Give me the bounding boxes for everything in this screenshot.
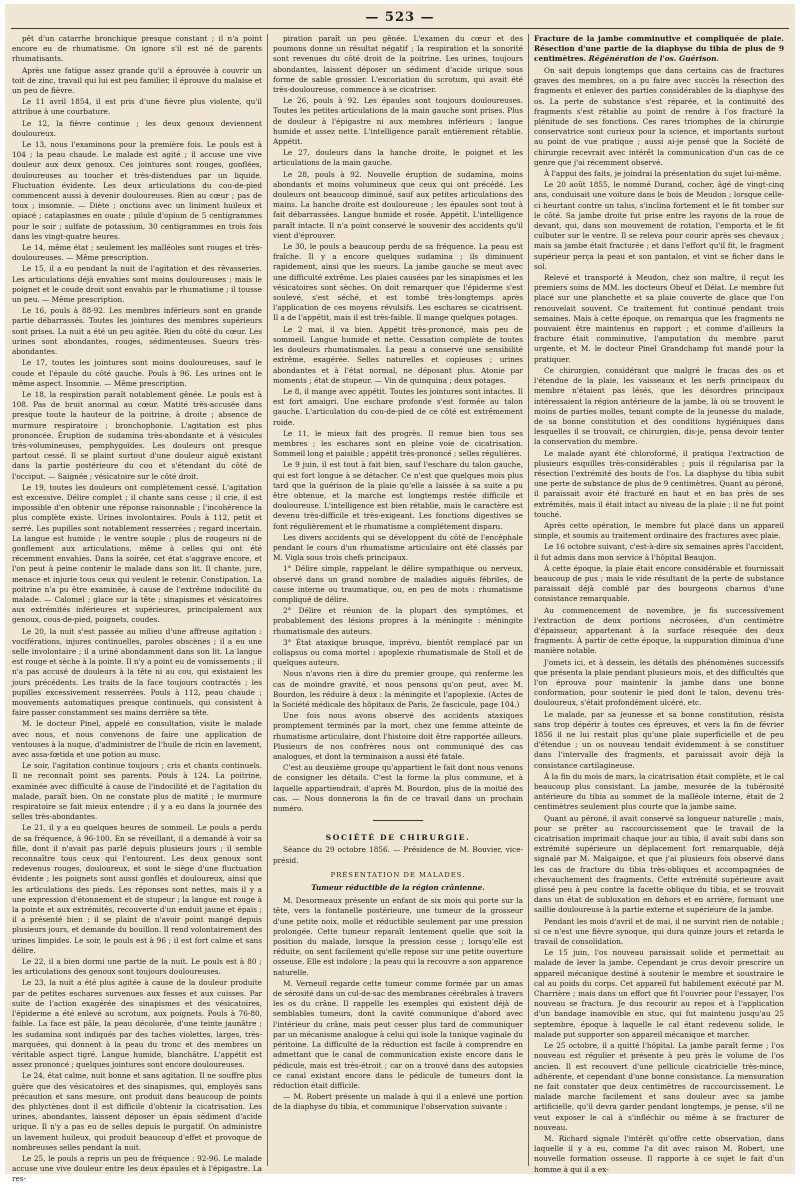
- paragraph: M. Verneuil regarde cette tumeur comme formée par un amas de sérosité dans un cul-de-sac des membranes cérébrales à travers les os du crâne. Il rappelle les exemples qui existent déjà de semblables tumeurs, dont la cavité communique d'abord avec l'intérieur du crâne, mais peut cesser plus tard de communiquer par un mécanisme analogue à celui qui isole la tunique vaginale du péritoine. La difficulté de la réduction est facile à comprendre en admettant que le canal de communication existe encore dans le pédicule, mais est très-étroit ; car on a trouvé dans des autopsies ce canal existant encore dans le pédicule de tumeurs dont la réduction était difficile.: [273, 978, 523, 1090]
- paragraph: Le 8, il mange avec appétit. Toutes les jointures sont intactes. Il est fort amaigri. Une eschare profonde s'est formée au talon gauche. L'articulation du cou-de-pied de ce côté est extrêmement roide.: [273, 386, 523, 427]
- paragraph: Le 20, la nuit s'est passée au milieu d'une affreuse agitation : vociférations, injures continuelles, paroles obscènes ; il a eu une selle involontaire ; il a uriné abondamment dans son lit. La langue est rouge et sèche à la pointe. Il n'y a point eu de vomissements ; il n'a pas accusé de douleurs à la tête ni au cou, qui existaient les jours précédents. Les traits de la face toujours contractés ; les pupilles excessivement resserrées. Pouls à 112, peau chaude ; mouvements automatiques presque continuels, qui consistent à faire passer constamment ses mains derrière sa tête.: [12, 626, 262, 718]
- paragraph: M. Richard signale l'intérêt qu'offre cette observation, dans laquelle il y a eu, comme l'a dit avec raison M. Robert, une nouvelle formation osseuse. Il rapporte à ce sujet le fait d'un homme à qui il a ex-: [534, 1133, 784, 1174]
- paragraph: Au commencement de novembre, je fis successivement l'extraction de deux portions nécrosées, d'un centimètre d'épaisseur, appartenant à la surface résequée des deux fragments. À partir de cette époque, la suppuration diminua d'une manière notable.: [534, 605, 784, 656]
- paragraph: piration paraît un peu gênée. L'examen du cœur et des poumons donne un résultat négatif ; la respiration et la sonorité sont revenues du côté droit de la poitrine. Les urines, toujours abondantes, laissent déposer un sédiment d'acide urique sous forme de sable grossier. L'excoriation du scrotum, qui avait été très-douloureuse, commence à se cicatriser.: [273, 34, 523, 95]
- article-title-main: Fracture de la jambe comminutive et compliquée de plaie. Résection d'une partie de la diaphyse du tibia de plus de 9 centimètres.: [534, 34, 784, 63]
- paragraph: 3° État ataxique brusque, imprévu, bientôt remplacé par un collapsus ou coma mortel : apoplexie rhumatismale de Stoll et de quelques auteurs.: [273, 637, 523, 668]
- paragraph: À l'appui des faits, je joindrai la présentation du sujet lui-même.: [544, 169, 782, 179]
- paragraph: Après cette opération, le membre fut placé dans un appareil simple, et soumis au traitement ordinaire des fractures avec plaie.: [534, 520, 784, 541]
- column-2: [273, 34, 523, 1166]
- paragraph: Le 25, le pouls a repris un peu de fréquence : 92-96. Le malade accuse une vive douleur entre les deux épaules et à l'épigastre. La res-: [12, 1153, 262, 1184]
- paragraph: Après une fatigue assez grande qu'il a éprouvée à couvrir un toit de zinc, travail qui lui est peu familier, il éprouve du malaise et un peu de fièvre.: [12, 65, 262, 96]
- case-paragraphs: [273, 896, 523, 1112]
- paragraph: Le 16, pouls à 88-92. Les membres inférieurs sont en grande partie débarrassés. Toutes les jointures des membres supérieurs sont prises. La nuit a été un peu agitée. Rien du côté du cœur. Les urines sont abondantes, rouges, sédimenteuses. Sueurs très-abondantes.: [12, 306, 262, 357]
- paragraph: Le malade ayant été chloroformé, il pratiqua l'extraction de plusieurs esquilles très-considérables ; puis il régularisa par la résection l'extrémité des bouts de l'os. La diaphyse du tibia subit une perte de substance de plus de 9 centimètres. Quant au péroné, il paraissait avoir été fracturé en haut et en bas près de ses extrémités, mais il était intact au niveau de la plaie ; il ne fut point touché.: [534, 448, 784, 519]
- column-divider: [267, 34, 268, 1166]
- paragraph: C'est au deuxième groupe qu'appartient le fait dont nous venons de consigner les détails. C'est la forme la plus commune, et à laquelle appartiendrait, d'après M. Bourdon, plus de la moitié des cas. — Nous donnerons la fin de ce travail dans un prochain numéro.: [273, 763, 523, 814]
- page-number: — 523 —: [365, 10, 435, 25]
- paragraph: On sait depuis longtemps que dans certains cas de fractures graves des membres, on a pu faire avec succès la résection des fragments et enlever des parties considérables de la diaphyse des os. La perte de substance s'est réparée, et la continuité des fragments s'est rétablie au point de rendre à l'os fracturé la plénitude de ses fonctions. Ces rares triomphes de la chirurgie conservatrice sont curieux pour la science, et importants surtout au point de vue pratique ; aussi ai-je pensé que la Société de chirurgie recevrait avec intérêt la communication d'un cas de ce genre que j'ai récemment observé.: [534, 66, 784, 167]
- paragraph: M. Desormeaux présente un enfant de six mois qui porte sur la tête, vers la fontanelle postérieure, une tumeur de la grosseur d'une petite noix, molle et réductible seulement par une pression prolongée. Cette tumeur reparaît lentement quelle que soit la position du malade, lorsque la pression cesse ; lorsqu'elle est réduite, on sent facilement qu'elle repose sur une petite ouverture osseuse. Elle est indolore ; la peau qui la recouvre a son apparence naturelle.: [273, 896, 523, 977]
- paragraph: — M. Robert présente un malade à qui il a enlevé une portion de la diaphyse du tibia, et communique l'observation suivante :: [273, 1092, 523, 1112]
- paragraph: Le soir, l'agitation continue toujours ; cris et chants continuels. Il ne reconnaît point ses parents. Pouls à 124. La poitrine, examinée avec difficulté à cause de l'indocilité et de l'agitation du malade, paraît bien. On ne constate plus de matité ; le murmure respiratoire se fait mieux entendre ; il y a eu dans la journée des selles très-abondantes.: [12, 761, 262, 822]
- paragraph: Le 17, toutes les jointures sont moins douloureuses, sauf le coude et l'épaule du côté gauche. Pouls à 96. Les urines ont le même aspect. Insomnie. — Même prescription.: [12, 358, 262, 388]
- column-divider: [528, 34, 529, 1166]
- paragraph: J'omets ici, et à dessein, les détails des phénomènes successifs que présenta la plaie pendant plusieurs mois, et des difficultés que l'on éprouva pour maintenir la jambe dans une bonne conformation, pour soutenir le pied dont le talon, devenu très-douloureux, s'était profondément ulcéré, etc.: [534, 657, 784, 708]
- paragraph: Quant au péroné, il avait conservé sa longueur naturelle ; mais, pour se prêter au raccourcissement que le travail de la cicatrisation imprimait chaque jour au tibia, il avait subi dans son extrémité supérieure un déplacement fort remarquable, déjà signalé par M. Malgaigne, et que j'ai plusieurs fois observé dans les cas de fracture du tibia très-obliques et accompagnées de chevauchement des fragments. Cette extrémité supérieure avait glissé peu à peu contre la facette oblique du tibia, et se trouvait dans un état de subluxation en dehors et en arrière, formant une saillie douloureuse à la partie externe et supérieure de la jambe.: [534, 813, 784, 915]
- paragraph: Le 13, nous l'examinons pour la première fois. Le pouls est à 104 ; la peau chaude. Le malade est agité ; il accuse une vive douleur aux deux genoux. Ces jointures sont rouges, gonflées, douloureuses au toucher et très-distendues par un liquide. Fluctuation évidente. Les deux articulations du cou-de-pied commencent aussi à devenir douloureuses. Rien au cœur ; pas de toux ; insomnie. — Diète ; onctions avec un liniment huileux et opiacé ; cataplasmes en ouate ; pilule d'opium de 5 centigrammes pour le soir ; sulfate de potassium, 30 centigrammes en trois fois dans les vingt-quatre heures.: [12, 140, 262, 241]
- paragraph: Le 15, il a eu pendant la nuit de l'agitation et des rêvasseries. Les articulations déjà envahies sont moins douloureuses ; mais le poignet et le coude droit sont envahis par le rhumatisme ; il tousse un peu. — Même prescription.: [12, 264, 262, 305]
- paragraph: À cette époque, la plaie était encore considérable et fournissait beaucoup de pus ; mais le vide résultant de la perte de substance paraissait déjà comblé par des bourgeons charnus d'une consistance remarquable.: [534, 563, 784, 604]
- case-title: Tumeur réductible de la région crânienne.: [311, 883, 485, 893]
- paragraph: Les divers accidents qui se développent du côté de l'encéphale pendant le cours d'un rhumatisme articulaire ont été classés par M. Vigla sous trois chefs principaux.: [273, 532, 523, 563]
- paragraph: Ce chirurgien, considérant que malgré le fracas des os et l'étendue de la plaie, les vaisseaux et les nerfs principaux du membre n'étaient pas lésés, que les désordres principaux intéressaient la région antérieure de la jambe, là où se trouvent le moins de parties molles, tenant compte de la jeunesse du malade, de sa bonne constitution et des conditions hygiéniques dans lesquelles il se trouvait, ce chirurgien, dis-je, pensa devoir tenter la conservation du membre.: [534, 365, 784, 447]
- column-1: [12, 34, 262, 1184]
- paragraph: Le 20 août 1855, le nommé Durand, cocher, âgé de vingt-cinq ans, conduisait une voiture dans le bois de Meudon ; lorsque celle-ci heurtant contre un talus, s'inclina fortement et le fit tomber sur le côté. Sa jambe droite fut prise entre les rayons de la roue de devant, qui, dans son mouvement de rotation, l'emporta et le fit culbuter sur le ventre. Il se releva pour courir après ses chevaux ; mais sa jambe était fracturée ; et dans l'effort qu'il fit, le fragment supérieur perça la peau et son pantalon, et vint se ficher dans le sol.: [534, 180, 784, 271]
- paragraph: Le 30, le pouls a beaucoup perdu de sa fréquence. La peau est fraîche. Il y a encore quelques sudamina ; ils diminuent rapidement, ainsi que les sueurs. La jambe gauche se meut avec une difficulté extrême. Les plaies causées par les sinapismes et les vésicatoires sont sèches. On doit remarquer que l'épiderme s'est soulevé, s'est séché, et est tombé très-longtemps après l'application de ces moyens révulsifs. Les eschares se cicatrisent. Il a de l'appétit, mais il est très-faible. Il mange quelques potages.: [273, 242, 523, 323]
- journal-page: [5, 4, 795, 1184]
- column-2-paragraphs: [273, 34, 523, 814]
- paragraph: Le 27, douleurs dans la hanche droite, le poignet et les articulations de la main gauche.: [273, 148, 523, 168]
- paragraph: Le 21, il y a eu quelques heures de sommeil. Le pouls a perdu de sa fréquence, à 96-100. En se réveillant, il a demandé à voir sa fille, dont il n'avait pas parlé depuis plusieurs jours ; il semble reconnaître tous ceux qui l'entourent. Les deux genoux sont redevenus rouges, douloureux, et sont le siège d'une fluctuation évidente ; les poignets sont aussi gonflés et douloureux, ainsi que les articulations des pieds. Les réponses sont nettes, mais il y a une expression d'étonnement et de stupeur ; la langue est rouge à la pointe et aux extrémités, recouverte d'un enduit jaune et épais ; il a présenté bien ; il se plaint de n'avoir point mangé depuis plusieurs jours, et demande du bouillon. Il rend volontairement des urines limpides. Le soir, le pouls est à 96 ; il est fort calme et sans délire.: [12, 823, 262, 955]
- article-title: [534, 34, 784, 64]
- paragraph: Le 22, il a bien dormi une partie de la nuit. Le pouls est à 80 ; les articulations des genoux sont toujours douloureuses.: [12, 957, 262, 977]
- paragraph: Le 2 mai, il va bien. Appétit très-prononcé, mais peu de sommeil. Langue humide et nette. Cessation complète de toutes les douleurs rhumatismales. La peau a conservé une sensibilité extrême, exagérée. Selles naturelles et copieuses ; urines abondantes et à l'état normal, ne déposant plus. Atonie par moments ; état de stupeur. — Vin de quinquina ; deux potages.: [273, 324, 523, 385]
- paragraph: À la fin du mois de mars, la cicatrisation était complète, et le cal beaucoup plus consistant. La jambe, mesurée de la tubérosité antérieure du tibia au sommet de la malléole interne, était de 2 centimètres seulement plus courte que la jambe saine.: [534, 771, 784, 812]
- paragraph: Le 12, la fièvre continue ; les deux genoux deviennent douloureux.: [12, 118, 262, 138]
- paragraph: Le 9 juin, il est tout à fait bien, sauf l'eschare du talon gauche, qui est fort longue à se détacher. Ce n'est que quelques mois plus tard que la guérison de la plaie qu'elle a laissée à sa suite a pu être obtenue, et la marche est longtemps restée difficile et douloureuse. L'intelligence est bien rétablie, mais le caractère est devenu très-difficile et très-exigeant. Les fonctions digestives se font régulièrement et le rhumatisme a complétement disparu.: [273, 460, 523, 531]
- paragraph: Le malade, par sa jeunesse et sa bonne constitution, résista sans trop dépérir à toutes ces épreuves, et vers la fin de février 1856 il ne lui restait plus qu'une plaie superficielle et de peu d'étendue ; un os nouveau tendait évidemment à se constituer dans l'intervalle des fragments, et paraissait avoir déjà la consistance cartilagineuse.: [534, 709, 784, 770]
- article-subtitle: Régénération de l'os. Guérison.: [588, 54, 720, 63]
- paragraph: Le 14, même état ; seulement les malléoles sont rouges et très-douloureuses. — Même prescription.: [12, 243, 262, 263]
- sub-heading: PRÉSENTATION DE MALADES.: [330, 870, 466, 879]
- paragraph: Le 11, le mieux fait des progrès. Il remue bien tous ses membres ; les eschares sont en pleine voie de cicatrisation. Sommeil long et paisible ; appétit très-prononcé ; selles régulières.: [273, 428, 523, 459]
- paragraph: Le 28, pouls à 92. Nouvelle éruption de sudamina, moins abondants et moins volumineux que ceux qui ont précédé. Les douleurs ont beaucoup diminué, sauf aux petites articulations des mains. La hanche droite est douloureuse ; les épaules sont tout à fait débarrassées. Langue humide et rosée. Appétit. L'intelligence paraît intacte. Il n'a point conservé le souvenir des accidents qu'il vient d'éprouver.: [273, 169, 523, 240]
- paragraph: 2° Délire et réunion de la plupart des symptômes, et probablement des lésions propres à la méningite : méningite rhumatismale des auteurs.: [273, 606, 523, 636]
- paragraph: Le 25 octobre, il a quitté l'hôpital. La jambe paraît ferme ; l'os nouveau est régulier et présente à peu près le volume de l'os ancien. Il est recouvert d'une pellicule cicatricielle très-mince, adhérente, et cependant d'une bonne consistance. La mensuration ne fait constater que deux centimètres de raccourcissement. Le malade marche facilement et sans douleur avec sa jambe artificielle, qu'il devra garder pendant longtemps, je pense, s'il ne veut exposer le cal à s'infléchir ou même à se fracturer de nouveau.: [534, 1041, 784, 1132]
- paragraph: Relevé et transporté à Meudon, chez son maître, il reçut les premiers soins de MM. les docteurs Obeuf et Délat. Le membre fut placé sur une planchette et sa plaie couverte de glace que l'on renouvelait souvent. Ce traitement fut continué pendant trois semaines. Mais à cette époque, on remarqua que les fragments ne pouvaient être maintenus en rapport ; et comme d'ailleurs la fracture était comminutive, l'amputation du membre parut urgente, et M. le docteur Pinel Grandchamp fut mandé pour la pratiquer.: [534, 273, 784, 364]
- paragraph: Le 23, la nuit a été plus agitée à cause de la douleur produite par de petites eschares survenues aux fesses et aux cuisses. Par suite de l'action exagérée des sinapismes et des vésicatoires, l'épiderme a été enlevé au scrotum, aux poignets. Pouls à 76-80, faible. La face est pâle, la peau décolorée, d'une teinte jaunâtre ; les sudamina sont indiqués par des taches violettes, larges, très-marquées, qui donnent à la peau du tronc et des membres un véritable aspect tigré. Langue humide, blanchâtre. L'appétit est assez prononcé ; quelques jointures sont encore douloureuses.: [12, 978, 262, 1070]
- paragraph: Le 15 juin, l'os nouveau paraissait solide et permettait au malade de lever la jambe. Cependant je crus devoir prescrire un appareil mécanique destiné à soutenir le membre et soustraire le cal au poids du corps. Cet appareil fut habilement exécuté par M. Charrière ; mais dans un effort que fit l'ouvrier pour l'essayer, l'os nouveau se fractura. Je dus recourir au repos et à l'application d'un bandage inamovible en stuc, qui fut maintenu jusqu'au 25 septembre, époque à laquelle le cal étant redevenu solide, le malade put supporter son appareil mécanique et marcher.: [534, 948, 784, 1039]
- paragraph: Nous n'avons rien à dire du premier groupe, qui renferme les cas de moindre gravité, et nous pensons qu'on peut, avec M. Bourdon, les réduire à deux : la méningite et l'apoplexie. (Actes de la Société médicale des hôpitaux de Paris, 2e fascicule, page 104.): [273, 669, 523, 709]
- section-divider: [373, 820, 423, 821]
- paragraph: Pendant les mois d'avril et de mai, il ne survint rien de notable ; si ce n'est une fièvre synoque, qui dura quinze jours et retarda le travail de consolidation.: [534, 916, 784, 947]
- column-3: [534, 34, 784, 1174]
- column-3-paragraphs: [534, 66, 784, 1175]
- header-rule: [11, 28, 789, 29]
- paragraph: Le 19, toutes les douleurs ont complètement cessé. L'agitation est excessive. Délire complet ; il chante sans cesse ; il crie, il est impossible d'en obtenir une réponse raisonnable ; l'incohérence la plus complète existe. Urines involontaires. Pouls à 112, petit et serré. Les pupilles sont notablement resserrées ; regard incertain. La langue est humide ; le ventre souple ; plus de rougeurs ni de gonflement aux articulations, même à celles qui ont été récemment envahies. Dans la soirée, cet état s'aggrave encore, et l'on peut à peine contenir le malade dans son lit. Il chante, jure, menace et injurie tous ceux qui veulent le retenir. Constipation. La poitrine n'a pu être examinée, à cause de l'extrême indocilité du malade. — Calomel ; glace sur la tête ; sinapismes et vésicatoires aux extrémités inférieures et supérieures, principalement aux genoux, cous-de-pied, poignets, coudes.: [12, 482, 262, 625]
- paragraph: 1° Délire simple, rappelant le délire sympathique ou nerveux, observé dans un grand nombre de maladies aiguës fébriles, de cause interne ou traumatique, ou, en peu de mots : rhumatisme compliqué de délire.: [273, 564, 523, 604]
- paragraph: pêt d'un catarrhe bronchique presque constant ; il n'a point encore eu de rhumatisme. On ignore s'il est né de parents rhumatisants.: [12, 34, 262, 64]
- paragraph: Une fois nous avons observé des accidents ataxiques promptement terminés par la mort, chez une femme atteinte de rhumatisme articulaire, dont l'histoire doit être rapportée ailleurs. Plusieurs de nos confrères nous ont communiqué des cas analogues, et dont la terminaison a aussi été fatale.: [273, 711, 523, 762]
- paragraph: Le 18, la respiration paraît notablement gênée. Le pouls est à 108. Pas de bruit anormal au cœur. Matité très-accusée dans presque toute la hauteur de la poitrine, à droite ; absence de murmure respiratoire ; bronchophonie. L'agitation est plus prononcée. Éruption de sudamina très-abondante et à vésicules très-volumineuses, pemphygoïdes. Les douleurs ont presque partout cessé. Il se plaint surtout d'une douleur aiguë existant dans la partie postérieure du cou et s'étendant du côté de l'occiput. — Saignée ; vésicatoire sur le côté droit.: [12, 389, 262, 481]
- paragraph: Le 24, état calme, nuit bonne et sans agitation. Il ne souffre plus guère que des vésicatoires et des sinapismes, qui, employés sans précaution et sans mesure, ont produit dans beaucoup de points des phlyctènes dont il est difficile d'obtenir la cicatrisation. Les urines, abondantes, laissent déposer un épais sédiment d'acide urique. Il n'y a pas eu de selles depuis le purgatif. On administre un lavement huileux, qui produit beaucoup d'effet et provoque de nombreuses selles pendant la nuit.: [12, 1071, 262, 1152]
- paragraph: Le 16 octobre suivant, c'est-à-dire six semaines après l'accident, il fut admis dans mon service à l'hôpital Beaujon.: [534, 542, 784, 562]
- session-line: Séance du 29 octobre 1856. — Présidence de M. Bouvier, vice-présid.: [273, 845, 523, 865]
- section-heading: SOCIÉTÉ DE CHIRURGIE.: [325, 833, 471, 843]
- paragraph: Le 26, pouls à 92. Les épaules sont toujours douloureuses. Toutes les petites articulations de la main gauche sont prises. Plus de douleur à l'épigastre ni aux membres inférieurs ; langue humide et assez nette. L'intelligence paraît entièrement rétablie. Appétit.: [273, 96, 523, 147]
- paragraph: M. le docteur Pinel, appelé en consultation, visite le malade avec nous, et nous convenons de faire une application de ventouses à la nuque, d'administrer de l'huile de ricin en lavement, avec assa-fœtida et une potion au musc.: [12, 719, 262, 760]
- paragraph: Le 11 avril 1854, il est pris d'une fièvre plus violente, qu'il attribue à une courbature.: [12, 97, 262, 117]
